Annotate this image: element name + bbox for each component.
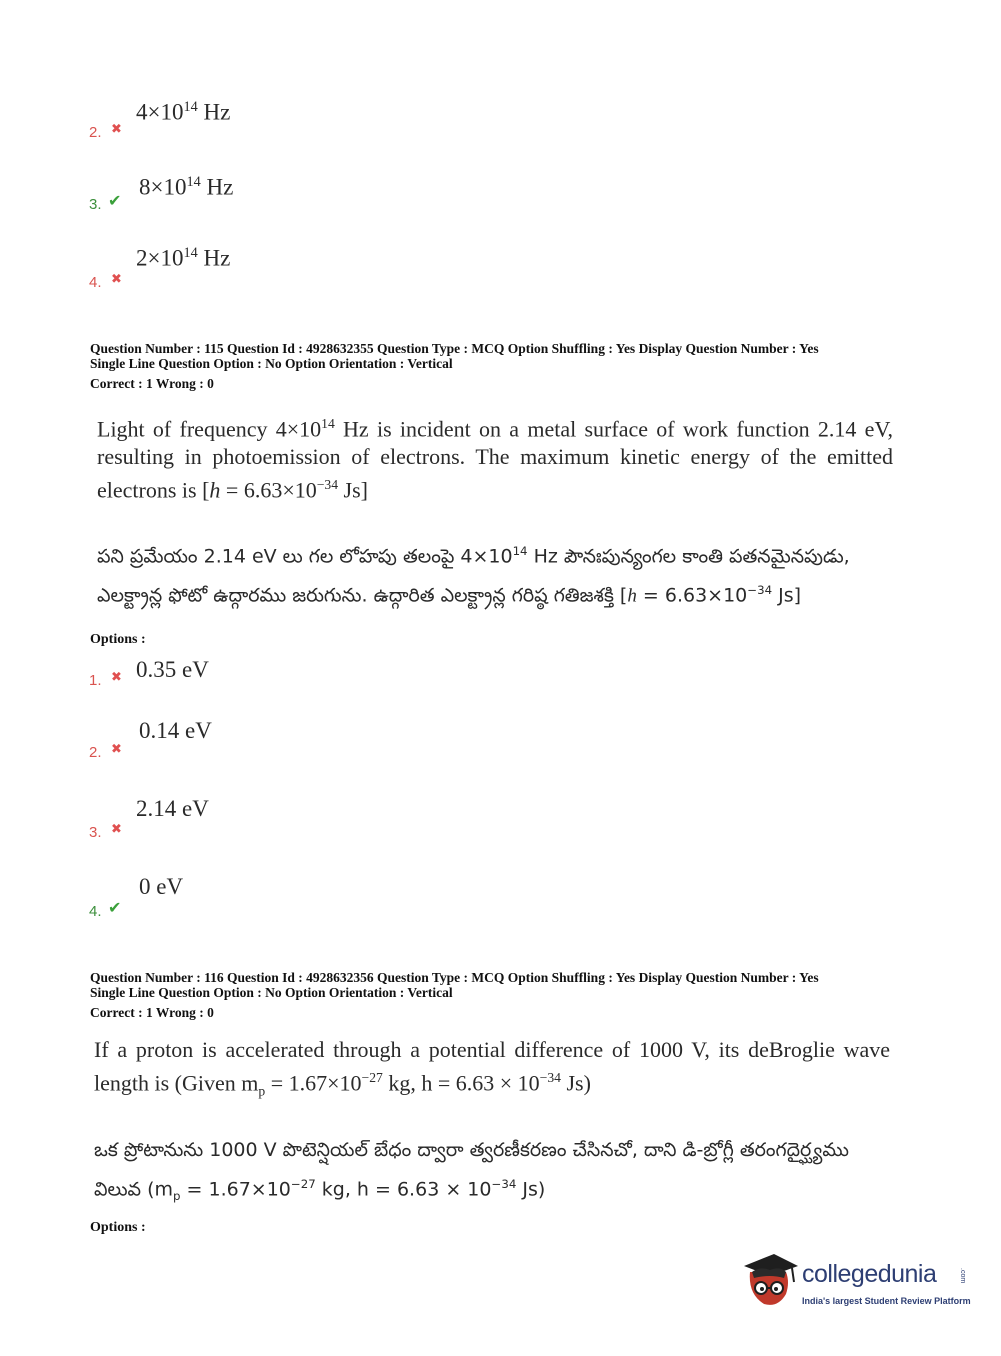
question-115-meta-line3: Correct : 1 Wrong : 0 [90,376,214,391]
prev-option-3-number: 3. [89,196,102,213]
question-115-english-text: Light of frequency $4\times 10^{14}$ Hz is incident on a metal surface of work function 2.14 eV, resulting in photoemission of electrons. The maximum kinetic energy of the emitted electrons is [$h = 6.63\times 10^{-34}$ Js] [97,416,893,503]
prev-option-4-text: $2\times 10^{14}$ Hz [136,245,231,271]
correct-check-icon: ✔ [108,191,122,210]
logo-wordmark: collegedunia [802,1260,937,1288]
collegedunia-logo [740,1248,970,1318]
question-115-meta-line2: Single Line Question Option : No Option Orientation : Vertical [90,356,453,371]
question-115-option-2-number: 2. [89,744,102,761]
logo-tagline: India's largest Student Review Platform [802,1296,971,1306]
question-115-option-2-text: 0.14 eV [139,718,212,743]
question-115-telugu-text: పని ప్రమేయం 2.14 eV లు గల లోహపు తలంపై $4\times 10^{14}$ Hz పౌనఃపున్యంగల కాంతి పతనమైనపుడు, ఎలక్ట్రాన్ల ఫోటో ఉద్గారము జరుగును. ఉద్గారిత ఎలక్ట్రాన్ల గరిష్ఠ గతిజశక్తి [$h = 6.63\times 10^{-34}$ Js] [97,544,850,607]
question-116-meta-line1: Question Number : 116 Question Id : 4928632356 Question Type : MCQ Option Shuffling : Yes Display Question Number : Yes [90,970,819,985]
wrong-cross-icon: ✖ [111,742,122,757]
question-115-option-3-text: 2.14 eV [136,796,209,821]
correct-check-icon: ✔ [108,898,122,917]
question-115-option-3-number: 3. [89,824,102,841]
wrong-cross-icon: ✖ [111,122,122,137]
question-115-option-1-number: 1. [89,672,102,689]
wrong-cross-icon: ✖ [111,822,122,837]
question-115-option-4-number: 4. [89,903,102,920]
prev-option-2-text: $4\times 10^{14}$ Hz [136,99,231,125]
question-116-english-text: If a proton is accelerated through a potential difference of 1000 V, its deBroglie wave length is (Given $m_p = 1.67\times 10^{-27}$ kg, $h = 6.63 \times 10^{-34}$ Js) [94,1037,890,1099]
question-115-option-1-text: 0.35 eV [136,657,209,682]
question-116-meta-line3: Correct : 1 Wrong : 0 [90,1005,214,1020]
question-115-meta-line1: Question Number : 115 Question Id : 4928632355 Question Type : MCQ Option Shuffling : Yes Display Question Number : Yes [90,341,819,356]
prev-option-3-text: $8\times 10^{14}$ Hz [139,174,234,200]
prev-option-2-number: 2. [89,124,102,141]
mascot-icon [740,1248,800,1312]
question-116-telugu-text: ఒక ప్రోటానును 1000 V పొటెన్షియల్ బేధం ద్వారా త్వరణీకరణం చేసినచో, దాని డి-బ్రోగ్లీ తరంగదైర్ఘ్యము విలువ ($m_p = 1.67\times 10^{-27}$ kg, $h = 6.63 \times 10^{-34}$ Js) [94,1139,850,1204]
wrong-cross-icon: ✖ [111,272,122,287]
logo-dotcom: .com [959,1268,966,1284]
question-116-options-label: Options : [90,1220,146,1235]
question-115-options-label: Options : [90,632,146,647]
wrong-cross-icon: ✖ [111,670,122,685]
prev-option-4-number: 4. [89,274,102,291]
question-115-option-4-text: 0 eV [139,874,184,899]
question-116-meta-line2: Single Line Question Option : No Option Orientation : Vertical [90,985,453,1000]
